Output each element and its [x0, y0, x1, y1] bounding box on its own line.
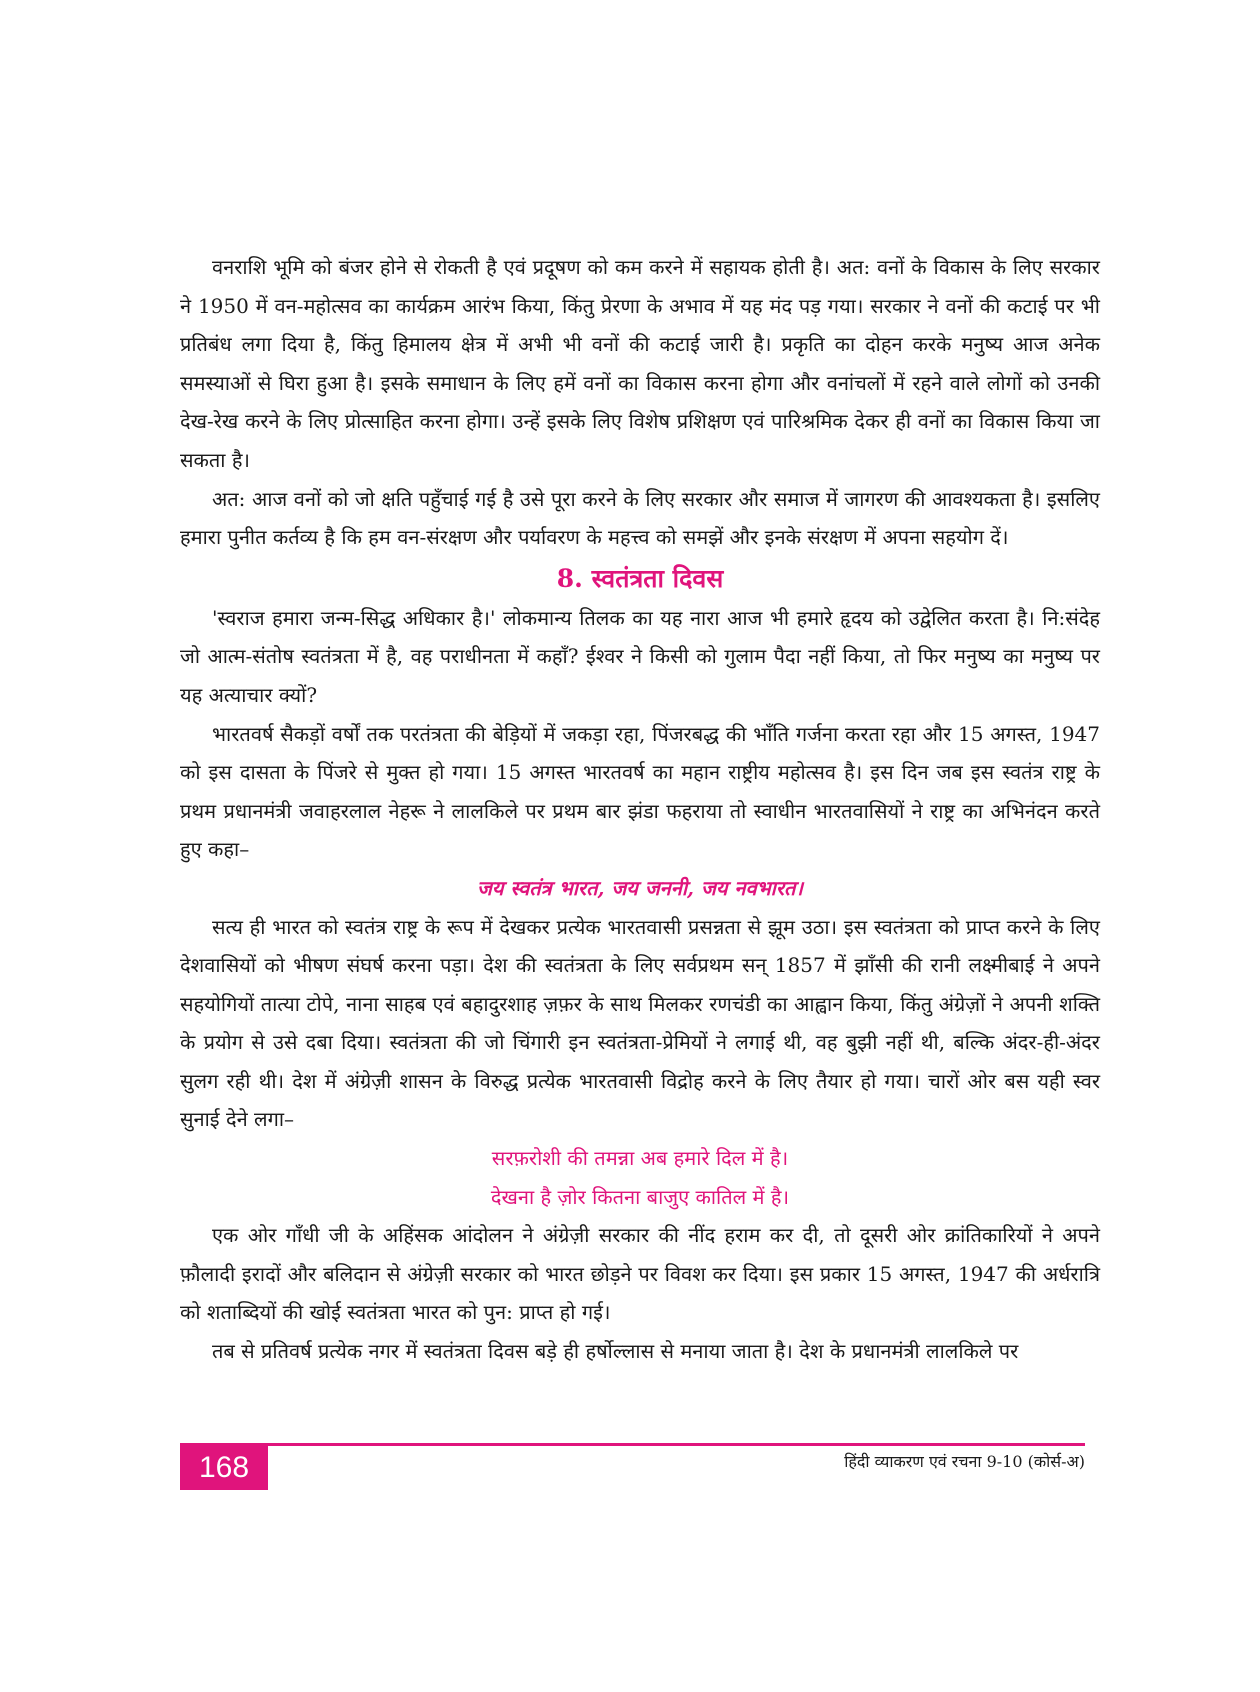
page-number: 168: [180, 1446, 268, 1490]
paragraph-independence: भारतवर्ष सैकड़ों वर्षों तक परतंत्रता की बेड़ियों में जकड़ा रहा, पिंजरबद्ध की भाँति गर्जना करता रहा और 15 अगस्त, 1947 को इस दासता के पिंजरे से मुक्त हो गया। 15 अगस्त भारतवर्ष का महान राष्ट्रीय महोत्सव है। इस दिन जब इस स्वतंत्र राष्ट्र के प्रथम प्रधानमंत्री जवाहरलाल नेहरू ने लालकिले पर प्रथम बार झंडा फहराया तो स्वाधीन भारतवासियों ने राष्ट्र का अभिनंदन करते हुए कहा–: [180, 721, 1100, 862]
paragraph-struggle: सत्य ही भारत को स्वतंत्र राष्ट्र के रूप में देखकर प्रत्येक भारतवासी प्रसन्नता से झूम उठा। इस स्वतंत्रता को प्राप्त करने के लिए देशवासियों को भीषण संघर्ष करना पड़ा। देश की स्वतंत्रता के लिए सर्वप्रथम सन् 1857 में झाँसी की रानी लक्ष्मीबाई ने अपने सहयोगियों तात्या टोपे, नाना साहब एवं बहादुरशाह ज़फ़र के साथ मिलकर रणचंडी का आह्वान किया, किंतु अंग्रेज़ों ने अपनी शक्ति के प्रयोग से उसे दबा दिया। स्वतंत्रता की जो चिंगारी इन स्वतंत्रता-प्रेमियों ने लगाई थी, वह बुझी नहीं थी, बल्कि अंदर-ही-अंदर सुलग रही थी। देश में अंग्रेज़ी शासन के विरुद्ध प्रत्येक भारतवासी विद्रोह करने के लिए तैयार हो गया। चारों ओर बस यही स्वर सुनाई देने लगा–: [180, 914, 1100, 1132]
paragraph-swaraj: 'स्वराज हमारा जन्म-सिद्ध अधिकार है।' लोकमान्य तिलक का यह नारा आज भी हमारे हृदय को उद्वेलित करता है। नि:संदेह जो आत्म-संतोष स्वतंत्रता में है, वह पराधीनता में कहाँ? ईश्वर ने किसी को गुलाम पैदा नहीं किया, तो फिर मनुष्य का मनुष्य पर यह अत्याचार क्यों?: [180, 605, 1100, 707]
paragraph-celebration: तब से प्रतिवर्ष प्रत्येक नगर में स्वतंत्रता दिवस बड़े ही हर्षोल्लास से मनाया जाता है। देश के प्रधानमंत्री लालकिले पर: [212, 1339, 1019, 1364]
page-body: [180, 248, 1100, 1371]
footer-divider: [180, 1443, 1085, 1446]
verse-line-1: सरफ़रोशी की तमन्ना अब हमारे दिल में है।: [491, 1146, 789, 1171]
slogan-line: जय स्वतंत्र भारत, जय जननी, जय नवभारत।: [476, 875, 804, 900]
book-title: हिंदी व्याकरण एवं रचना 9-10 (कोर्स-अ): [844, 1452, 1085, 1471]
section-heading: 8. स्वतंत्रता दिवस: [556, 563, 724, 593]
paragraph-forest-conclusion: अत: आज वनों को जो क्षति पहुँचाई गई है उसे पूरा करने के लिए सरकार और समाज में जागरण की आवश्यकता है। इसलिए हमारा पुनीत कर्तव्य है कि हम वन-संरक्षण और पर्यावरण के महत्त्व को समझें और इनके संरक्षण में अपना सहयोग दें।: [180, 486, 1100, 550]
paragraph-gandhi: एक ओर गाँधी जी के अहिंसक आंदोलन ने अंग्रेज़ी सरकार की नींद हराम कर दी, तो दूसरी ओर क्रांतिकारियों ने अपने फ़ौलादी इरादों और बलिदान से अंग्रेज़ी सरकार को भारत छोड़ने पर विवश कर दिया। इस प्रकार 15 अगस्त, 1947 की अर्धरात्रि को शताब्दियों की खोई स्वतंत्रता भारत को पुन: प्राप्त हो गई।: [180, 1223, 1100, 1325]
paragraph-forests: वनराशि भूमि को बंजर होने से रोकती है एवं प्रदूषण को कम करने में सहायक होती है। अत: वनों के विकास के लिए सरकार ने 1950 में वन-महोत्सव का कार्यक्रम आरंभ किया, किंतु प्रेरणा के अभाव में यह मंद पड़ गया। सरकार ने वनों की कटाई पर भी प्रतिबंध लगा दिया है, किंतु हिमालय क्षेत्र में अभी भी वनों की कटाई जारी है। प्रकृति का दोहन करके मनुष्य आज अनेक समस्याओं से घिरा हुआ है। इसके समाधान के लिए हमें वनों का विकास करना होगा और वनांचलों में रहने वाले लोगों को उनकी देख-रेख करने के लिए प्रोत्साहित करना होगा। उन्हें इसके लिए विशेष प्रशिक्षण एवं पारिश्रमिक देकर ही वनों का विकास किया जा सकता है।: [180, 255, 1100, 472]
verse-line-2: देखना है ज़ोर कितना बाजुए कातिल में है।: [490, 1184, 790, 1209]
